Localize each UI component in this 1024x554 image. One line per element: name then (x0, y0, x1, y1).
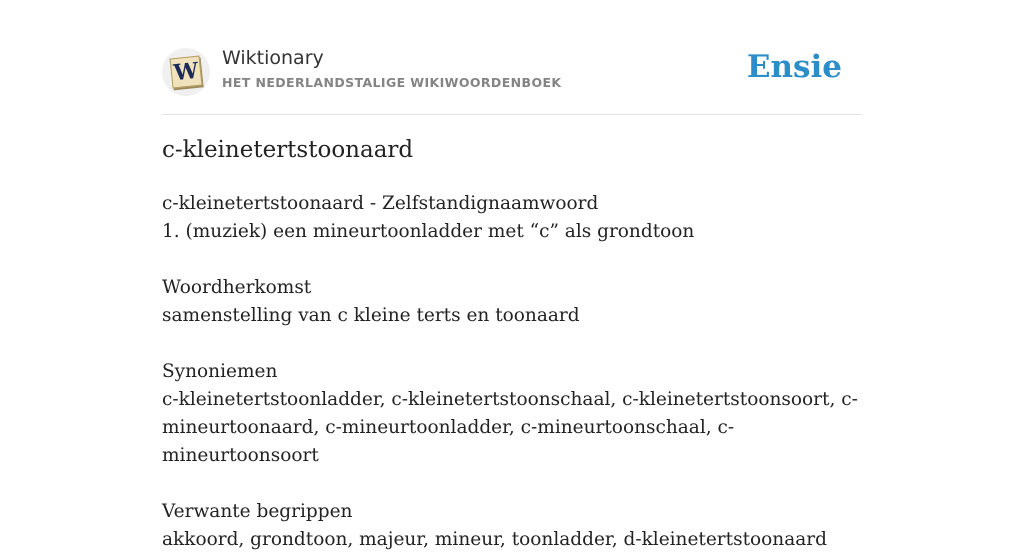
related-terms-text: akkoord, grondtoon, majeur, mineur, toonladder, d-kleinetertstoonaard (162, 529, 827, 550)
entry-heading-line: c-kleinetertstoonaard - Zelfstandignaamwoord (162, 193, 599, 214)
etymology-heading: Woordherkomst (162, 277, 312, 298)
entry-content (162, 190, 862, 554)
etymology-text: samenstelling van c kleine terts en toonaard (162, 305, 580, 326)
site-name[interactable]: Wiktionary (222, 47, 324, 69)
synonyms-text: c-kleinetertstoonladder, c-kleinetertstoonschaal, c-kleinetertstoonsoort, c-mineurtoonaard, c-mineurtoonladder, c-mineurtoonschaal, c-mineurtoonsoort (162, 389, 858, 466)
site-header (162, 44, 862, 115)
section-spacer (162, 330, 862, 358)
synonyms-heading: Synoniemen (162, 361, 278, 382)
section-spacer (162, 246, 862, 274)
ensie-brand-logo[interactable]: Ensie (746, 49, 842, 85)
related-terms-heading: Verwante begrippen (162, 501, 353, 522)
section-spacer (162, 470, 862, 498)
site-subtitle: HET NEDERLANDSTALIGE WIKIWOORDENBOEK (222, 75, 562, 90)
wiktionary-logo[interactable] (162, 48, 210, 96)
definition-text: 1. (muziek) een mineurtoonladder met “c” als grondtoon (162, 221, 695, 242)
wiktionary-logo-icon: W (170, 56, 203, 89)
page-title: c-kleinetertstoonaard (162, 137, 414, 163)
